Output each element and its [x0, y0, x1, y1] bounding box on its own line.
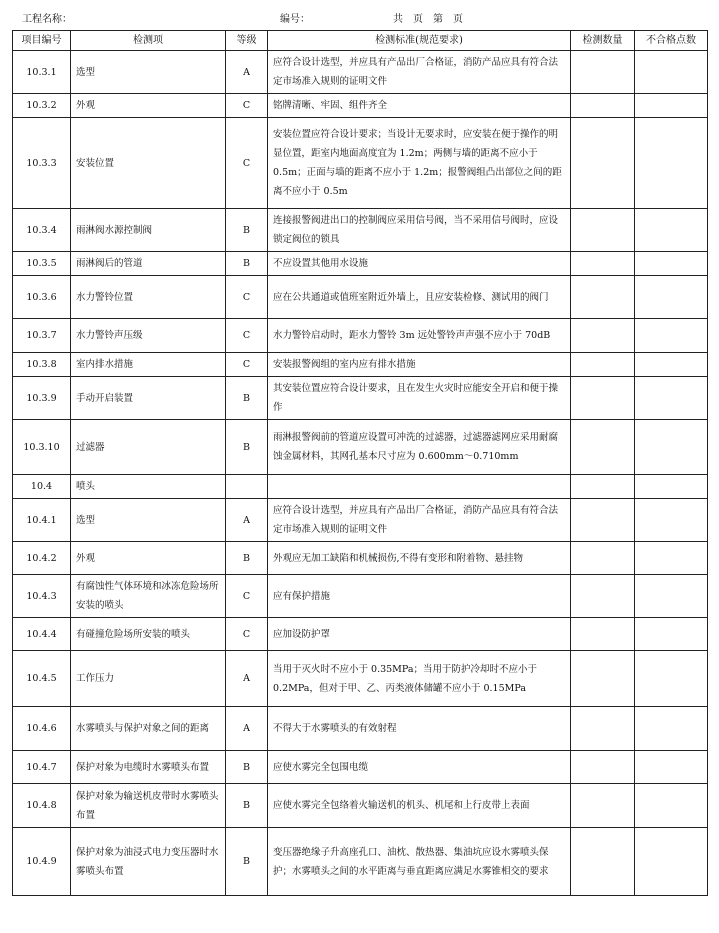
row-count-cell: [571, 618, 635, 651]
row-item-cell: 工作压力: [71, 651, 226, 707]
row-standard-cell: 安装位置应符合设计要求；当设计无要求时，应安装在便于操作的明显位置，距室内地面高度宜为 1.2m；两侧与墙的距离不应小于 0.5m；正面与墙的距离不应小于 1.2m；报警阀组凸出部位之间的距离不应小于 0.5m: [268, 118, 571, 209]
table-row: [13, 575, 708, 618]
row-item-cell: 水雾喷头与保护对象之间的距离: [71, 707, 226, 751]
row-grade-cell: [226, 475, 268, 499]
row-item-cell: 雨淋阀水源控制阀: [71, 209, 226, 252]
row-failed-cell: [635, 542, 708, 575]
row-standard-cell: 应符合设计选型，并应具有产品出厂合格证，消防产品应具有符合法定市场准入规则的证明文件: [268, 499, 571, 542]
row-failed-cell: [635, 118, 708, 209]
row-id-cell: 10.4.1: [13, 499, 71, 542]
row-standard-cell: 当用于灭火时不应小于 0.35MPa；当用于防护冷却时不应小于 0.2MPa，但对于甲、乙、丙类液体储罐不应小于 0.15MPa: [268, 651, 571, 707]
row-grade-cell: A: [226, 707, 268, 751]
page-count-label: 共 页 第 页: [393, 14, 463, 25]
row-grade-cell: C: [226, 319, 268, 353]
row-count-cell: [571, 252, 635, 276]
table-row: [13, 475, 708, 499]
row-item-cell: 有腐蚀性气体环境和冰冻危险场所安装的喷头: [71, 575, 226, 618]
table-row: [13, 420, 708, 475]
row-id-cell: 10.3.4: [13, 209, 71, 252]
row-standard-cell: 变压器绝缘子升高座孔口、油枕、散热器、集油坑应设水雾喷头保护；水雾喷头之间的水平距离与垂直距离应满足水雾锥相交的要求: [268, 828, 571, 896]
row-count-cell: [571, 542, 635, 575]
row-standard-cell: 铭牌清晰、牢固、组件齐全: [268, 94, 571, 118]
row-standard-cell: 安装报警阀组的室内应有排水措施: [268, 353, 571, 377]
row-id-cell: 10.4.7: [13, 751, 71, 784]
col-header-standard: 检测标准(规范要求): [268, 31, 571, 51]
table-row: [13, 252, 708, 276]
row-standard-cell: 应加设防护罩: [268, 618, 571, 651]
row-grade-cell: A: [226, 651, 268, 707]
row-count-cell: [571, 707, 635, 751]
row-id-cell: 10.4.9: [13, 828, 71, 896]
table-row: [13, 94, 708, 118]
inspection-table: [12, 30, 708, 896]
table-row: [13, 542, 708, 575]
row-failed-cell: [635, 209, 708, 252]
row-id-cell: 10.3.1: [13, 51, 71, 94]
row-id-cell: 10.3.7: [13, 319, 71, 353]
row-grade-cell: C: [226, 276, 268, 319]
row-failed-cell: [635, 751, 708, 784]
row-standard-cell: 不得大于水雾喷头的有效射程: [268, 707, 571, 751]
row-item-cell: 喷头: [71, 475, 226, 499]
row-count-cell: [571, 377, 635, 420]
row-failed-cell: [635, 475, 708, 499]
table-row: [13, 118, 708, 209]
row-item-cell: 保护对象为输送机皮带时水雾喷头布置: [71, 784, 226, 828]
col-header-id: 项目编号: [13, 31, 71, 51]
row-failed-cell: [635, 420, 708, 475]
row-item-cell: 选型: [71, 51, 226, 94]
table-header-row: [13, 31, 708, 51]
row-failed-cell: [635, 94, 708, 118]
row-item-cell: 选型: [71, 499, 226, 542]
row-item-cell: 外观: [71, 94, 226, 118]
table-row: [13, 828, 708, 896]
row-id-cell: 10.3.8: [13, 353, 71, 377]
table-row: [13, 751, 708, 784]
row-failed-cell: [635, 377, 708, 420]
row-id-cell: 10.3.5: [13, 252, 71, 276]
row-failed-cell: [635, 707, 708, 751]
row-failed-cell: [635, 499, 708, 542]
row-standard-cell: 其安装位置应符合设计要求，且在发生火灾时应能安全开启和便于操作: [268, 377, 571, 420]
table-row: [13, 784, 708, 828]
row-grade-cell: B: [226, 542, 268, 575]
row-grade-cell: C: [226, 353, 268, 377]
row-count-cell: [571, 828, 635, 896]
row-failed-cell: [635, 319, 708, 353]
row-item-cell: 水力警铃声压级: [71, 319, 226, 353]
row-standard-cell: 应在公共通道或值班室附近外墙上，且应安装检修、测试用的阀门: [268, 276, 571, 319]
row-item-cell: 手动开启装置: [71, 377, 226, 420]
row-count-cell: [571, 94, 635, 118]
row-failed-cell: [635, 353, 708, 377]
col-header-item: 检测项: [71, 31, 226, 51]
row-count-cell: [571, 651, 635, 707]
row-id-cell: 10.4.5: [13, 651, 71, 707]
row-grade-cell: B: [226, 420, 268, 475]
row-grade-cell: B: [226, 828, 268, 896]
row-standard-cell: [268, 475, 571, 499]
row-id-cell: 10.4.2: [13, 542, 71, 575]
col-header-count: 检测数量: [571, 31, 635, 51]
page-header: [0, 10, 719, 26]
row-item-cell: 保护对象为油浸式电力变压器时水雾喷头布置: [71, 828, 226, 896]
row-grade-cell: B: [226, 209, 268, 252]
row-standard-cell: 外观应无加工缺陷和机械损伤,不得有变形和附着物、悬挂物: [268, 542, 571, 575]
row-id-cell: 10.4.4: [13, 618, 71, 651]
row-count-cell: [571, 353, 635, 377]
row-id-cell: 10.3.3: [13, 118, 71, 209]
row-failed-cell: [635, 651, 708, 707]
row-id-cell: 10.4.6: [13, 707, 71, 751]
row-count-cell: [571, 51, 635, 94]
row-failed-cell: [635, 252, 708, 276]
row-count-cell: [571, 319, 635, 353]
table-row: [13, 319, 708, 353]
row-grade-cell: C: [226, 118, 268, 209]
row-standard-cell: 应使水雾完全包络着火输送机的机头、机尾和上行皮带上表面: [268, 784, 571, 828]
row-grade-cell: B: [226, 252, 268, 276]
row-id-cell: 10.4.8: [13, 784, 71, 828]
row-count-cell: [571, 276, 635, 319]
row-standard-cell: 连接报警阀进出口的控制阀应采用信号阀，当不采用信号阀时，应设锁定阀位的锁具: [268, 209, 571, 252]
row-item-cell: 外观: [71, 542, 226, 575]
row-standard-cell: 雨淋报警阀前的管道应设置可冲洗的过滤器，过滤器滤网应采用耐腐蚀金属材料，其网孔基本尺寸应为 0.600mm～0.710mm: [268, 420, 571, 475]
row-grade-cell: B: [226, 377, 268, 420]
row-standard-cell: 不应设置其他用水设施: [268, 252, 571, 276]
row-item-cell: 有碰撞危险场所安装的喷头: [71, 618, 226, 651]
row-item-cell: 安装位置: [71, 118, 226, 209]
row-item-cell: 室内排水措施: [71, 353, 226, 377]
table-row: [13, 209, 708, 252]
number-label: 编号：: [280, 14, 310, 25]
row-grade-cell: B: [226, 751, 268, 784]
row-grade-cell: C: [226, 575, 268, 618]
col-header-failed: 不合格点数: [635, 31, 708, 51]
row-item-cell: 保护对象为电缆时水雾喷头布置: [71, 751, 226, 784]
row-id-cell: 10.3.2: [13, 94, 71, 118]
row-id-cell: 10.4: [13, 475, 71, 499]
row-count-cell: [571, 475, 635, 499]
row-id-cell: 10.4.3: [13, 575, 71, 618]
row-count-cell: [571, 209, 635, 252]
table-row: [13, 377, 708, 420]
row-standard-cell: 水力警铃启动时，距水力警铃 3m 远处警铃声声强不应小于 70dB: [268, 319, 571, 353]
row-grade-cell: B: [226, 784, 268, 828]
row-id-cell: 10.3.9: [13, 377, 71, 420]
row-grade-cell: C: [226, 94, 268, 118]
table-row: [13, 353, 708, 377]
table-row: [13, 276, 708, 319]
project-name-label: 工程名称：: [22, 14, 72, 25]
row-failed-cell: [635, 784, 708, 828]
row-standard-cell: 应使水雾完全包围电缆: [268, 751, 571, 784]
row-grade-cell: A: [226, 51, 268, 94]
row-grade-cell: C: [226, 618, 268, 651]
row-count-cell: [571, 499, 635, 542]
row-item-cell: 雨淋阀后的管道: [71, 252, 226, 276]
col-header-grade: 等级: [226, 31, 268, 51]
row-count-cell: [571, 751, 635, 784]
row-failed-cell: [635, 575, 708, 618]
row-count-cell: [571, 420, 635, 475]
row-id-cell: 10.3.10: [13, 420, 71, 475]
table-row: [13, 707, 708, 751]
table-row: [13, 618, 708, 651]
row-failed-cell: [635, 618, 708, 651]
row-id-cell: 10.3.6: [13, 276, 71, 319]
row-failed-cell: [635, 51, 708, 94]
row-count-cell: [571, 784, 635, 828]
row-failed-cell: [635, 276, 708, 319]
table-row: [13, 499, 708, 542]
row-grade-cell: A: [226, 499, 268, 542]
table-row: [13, 651, 708, 707]
row-standard-cell: 应有保护措施: [268, 575, 571, 618]
row-standard-cell: 应符合设计选型，并应具有产品出厂合格证，消防产品应具有符合法定市场准入规则的证明文件: [268, 51, 571, 94]
table-row: [13, 51, 708, 94]
row-failed-cell: [635, 828, 708, 896]
table-body: [13, 51, 708, 896]
row-item-cell: 水力警铃位置: [71, 276, 226, 319]
row-item-cell: 过滤器: [71, 420, 226, 475]
row-count-cell: [571, 575, 635, 618]
row-count-cell: [571, 118, 635, 209]
